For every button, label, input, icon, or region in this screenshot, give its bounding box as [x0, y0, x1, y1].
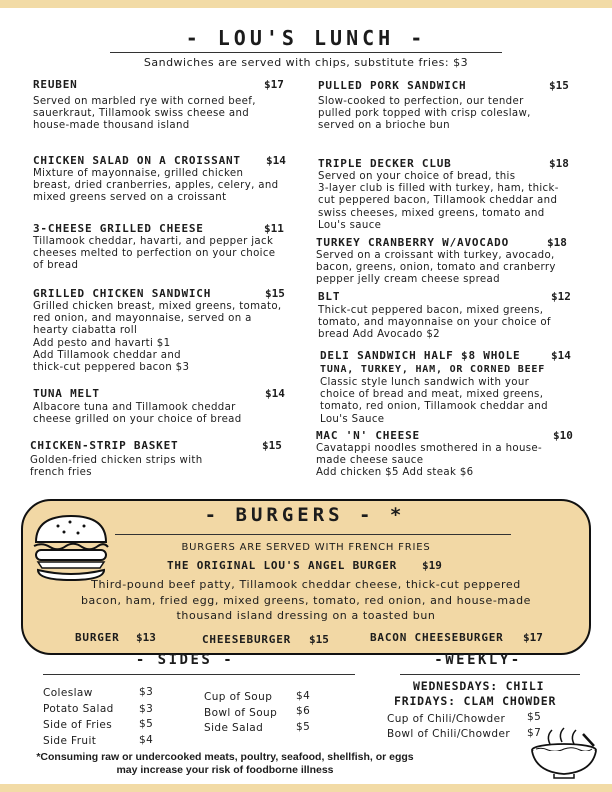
menu-item-desc: Served on marbled rye with corned beef, sauerkraut, Tillamook swiss cheese and house-made thousand island	[33, 96, 256, 132]
menu-item-name: BLT	[318, 290, 341, 303]
menu-item-name: REUBEN	[33, 78, 78, 91]
burger-option-price: $17	[523, 631, 543, 644]
burger-option-name: BURGER	[75, 631, 120, 644]
menu-item-name: CHICKEN SALAD ON A CROISSANT	[33, 154, 241, 167]
page-subtitle: Sandwiches are served with chips, substitute fries: $3	[143, 56, 469, 69]
side-item-name: Bowl of Soup	[204, 707, 278, 719]
side-item-name: Potato Salad	[43, 703, 114, 715]
menu-item-price: $15	[262, 439, 282, 452]
side-item-price: $3	[139, 703, 154, 715]
menu-item-desc: Tillamook cheddar, havarti, and pepper jack cheeses melted to perfection on your choice of bread	[33, 236, 276, 272]
menu-item-price: $10	[553, 429, 573, 442]
sides-title: - SIDES -	[135, 652, 235, 668]
featured-burger-price: $19	[422, 559, 442, 572]
side-item-price: $5	[296, 721, 311, 733]
menu-item-name: TUNA MELT	[33, 387, 100, 400]
menu-item-desc: Slow-cooked to perfection, our tender pulled pork topped with crisp coleslaw, served on a brioche bun	[318, 96, 531, 132]
bottom-border	[0, 784, 612, 792]
menu-item-price: $12	[551, 290, 571, 303]
menu-item-price: $14	[551, 349, 571, 362]
menu-item-name: PULLED PORK SANDWICH	[318, 79, 467, 92]
side-item-price: $3	[139, 686, 154, 698]
menu-item-desc: Grilled chicken breast, mixed greens, tomato, red onion, and mayonnaise, served on a hearty ciabatta roll Add pesto and havarti $1 Add Tillamook cheddar and thick-cut peppered bacon $3	[33, 301, 282, 374]
weekly-item-price: $7	[527, 727, 542, 739]
page-title: - LOU'S LUNCH -	[185, 26, 427, 50]
weekly-title: -WEEKLY-	[434, 652, 522, 668]
weekly-item-name: Bowl of Chili/Chowder	[387, 728, 511, 740]
burgers-title: - BURGERS - *	[204, 504, 406, 526]
menu-item-name: GRILLED CHICKEN SANDWICH	[33, 287, 212, 300]
weekly-item-price: $5	[527, 711, 542, 723]
menu-item-desc: Mixture of mayonnaise, grilled chicken breast, dried cranberries, apples, celery, and mixed greens served on a croissant	[33, 168, 279, 204]
side-item-name: Side Fruit	[43, 735, 97, 747]
side-item-name: Cup of Soup	[204, 691, 273, 703]
menu-item-price: $15	[265, 287, 285, 300]
menu-item-price: $14	[265, 387, 285, 400]
weekly-wednesday: WEDNESDAYS: CHILI	[413, 679, 545, 693]
menu-item-price: $11	[264, 222, 284, 235]
menu-item-desc: Cavatappi noodles smothered in a house- made cheese sauce Add chicken $5 Add steak $6	[316, 443, 543, 479]
featured-burger-name: THE ORIGINAL LOU'S ANGEL BURGER	[167, 559, 398, 572]
side-item-price: $4	[139, 734, 154, 746]
menu-item-desc: Golden-fried chicken strips with french fries	[30, 455, 203, 479]
menu-item-price: $18	[547, 236, 567, 249]
menu-item-name: DELI SANDWICH HALF $8 WHOLE	[320, 349, 521, 362]
menu-item-name: 3-CHEESE GRILLED CHEESE	[33, 222, 204, 235]
side-item-name: Side of Fries	[43, 719, 113, 731]
menu-item-desc: Classic style lunch sandwich with your choice of bread and meat, mixed greens, tomato, red onion, Tillamook cheddar and Lou's Sauce	[320, 377, 548, 425]
burger-option-name: CHEESEBURGER	[202, 633, 292, 646]
health-disclaimer: *Consuming raw or undercooked meats, poultry, seafood, shellfish, or eggs may increase your risk of foodborne illness	[36, 751, 414, 776]
menu-item-price: $14	[266, 154, 286, 167]
burgers-note: BURGERS ARE SERVED WITH FRENCH FRIES	[181, 542, 431, 553]
side-item-price: $6	[296, 705, 311, 717]
title-divider	[110, 52, 502, 53]
burger-option-price: $15	[309, 633, 329, 646]
weekly-divider	[400, 674, 580, 675]
top-border	[0, 0, 612, 8]
burgers-divider	[115, 534, 511, 535]
menu-item-desc: Served on a croissant with turkey, avocado, bacon, greens, onion, tomato and cranberry pepper jelly cream cheese spread	[316, 250, 556, 286]
menu-item-subname: TUNA, TURKEY, HAM, OR CORNED BEEF	[320, 364, 546, 375]
weekly-friday: FRIDAYS: CLAM CHOWDER	[394, 694, 557, 708]
menu-item-name: TURKEY CRANBERRY W/AVOCADO	[316, 236, 509, 249]
menu-item-desc: Thick-cut peppered bacon, mixed greens, tomato, and mayonnaise on your choice of bread Add Avocado $2	[318, 305, 551, 341]
featured-burger-desc: Third-pound beef patty, Tillamook cheddar cheese, thick-cut peppered bacon, ham, fried egg, mixed greens, tomato, red onion, and house-made thousand island dressing on a toasted bun	[80, 578, 532, 622]
sides-divider	[43, 674, 355, 675]
weekly-item-name: Cup of Chili/Chowder	[387, 713, 506, 725]
soup-bowl-icon	[528, 726, 600, 780]
burger-option-price: $13	[136, 631, 156, 644]
menu-item-desc: Served on your choice of bread, this 3-layer club is filled with turkey, ham, thick- cut peppered bacon, Tillamook cheddar and swiss cheeses, mixed greens, tomato and Lou's sauce	[318, 171, 559, 231]
side-item-name: Side Salad	[204, 722, 264, 734]
menu-item-desc: Albacore tuna and Tillamook cheddar cheese grilled on your choice of bread	[33, 402, 242, 426]
menu-item-name: MAC 'N' CHEESE	[316, 429, 420, 442]
menu-item-price: $17	[264, 78, 284, 91]
side-item-price: $4	[296, 690, 311, 702]
menu-item-name: CHICKEN-STRIP BASKET	[30, 439, 179, 452]
side-item-name: Coleslaw	[43, 687, 93, 699]
burger-option-name: BACON CHEESEBURGER	[370, 631, 504, 644]
menu-item-price: $18	[549, 157, 569, 170]
menu-item-price: $15	[549, 79, 569, 92]
side-item-price: $5	[139, 718, 154, 730]
menu-item-name: TRIPLE DECKER CLUB	[318, 157, 452, 170]
